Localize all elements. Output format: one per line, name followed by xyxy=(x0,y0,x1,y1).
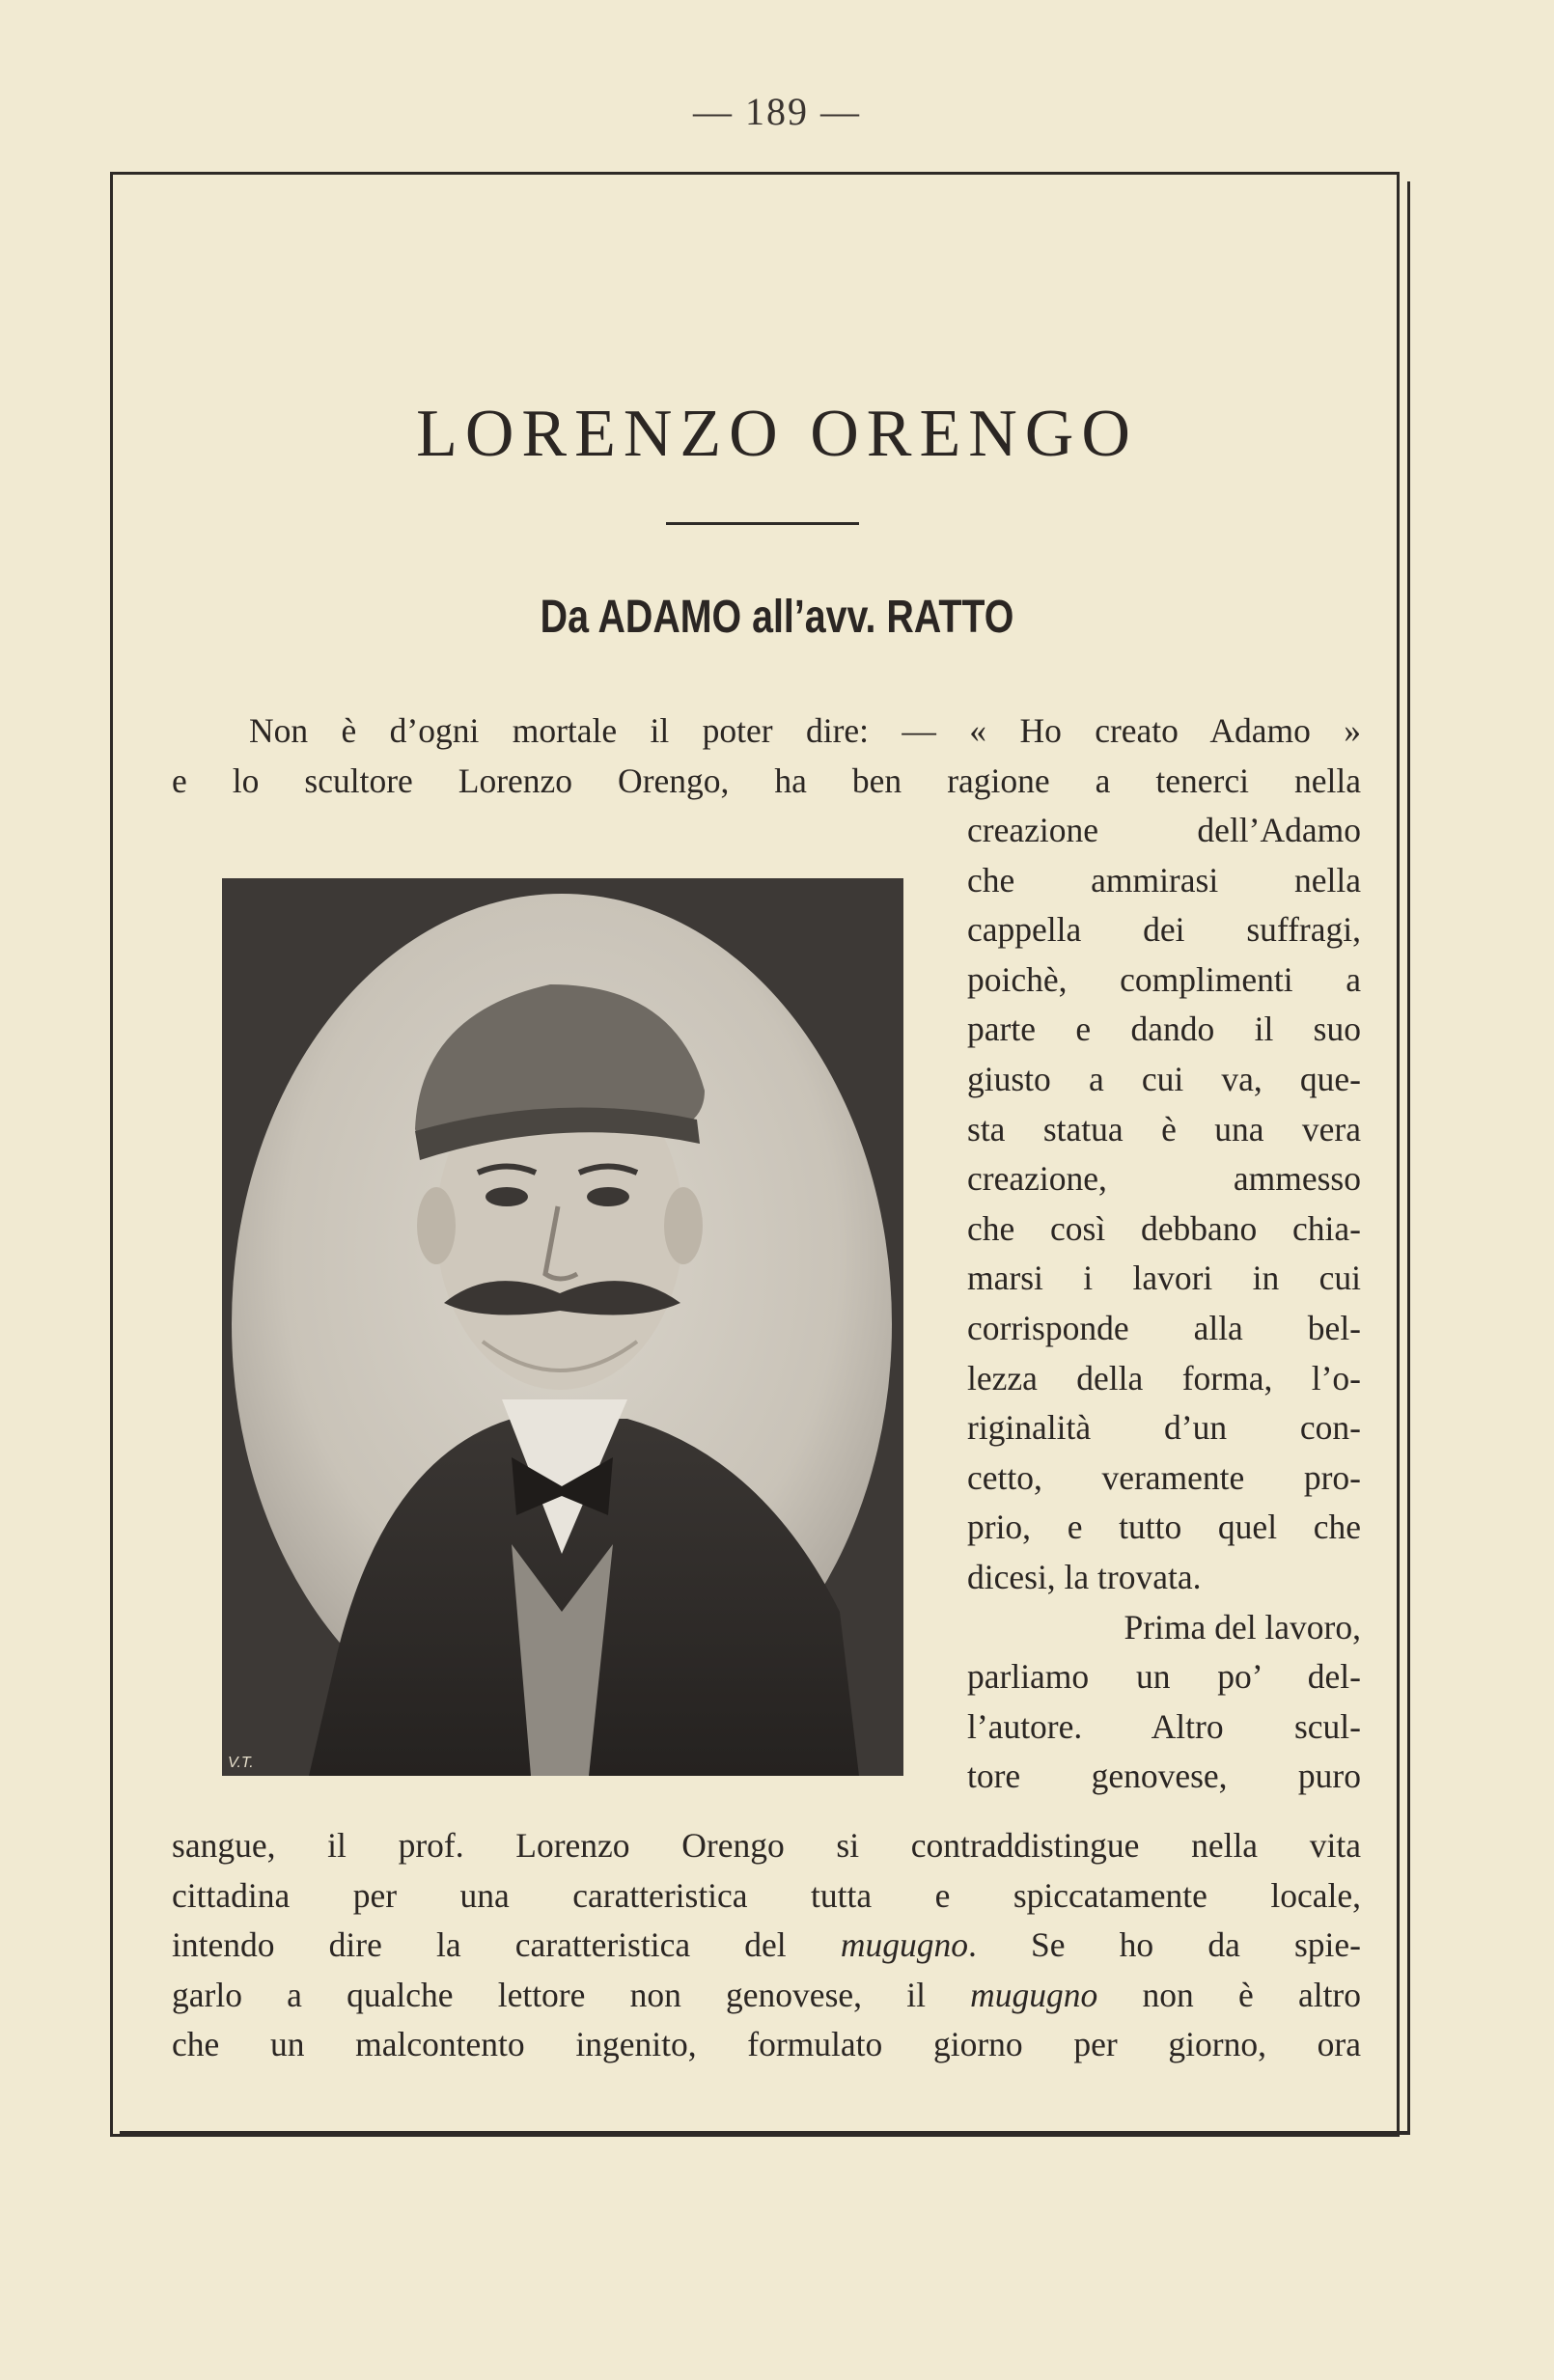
text-line: tore genovese, puro xyxy=(967,1757,1361,1796)
text-line: marsi i lavori in cui xyxy=(967,1259,1361,1298)
article-subtitle: Da ADAMO all’avv. RATTO xyxy=(540,592,1014,643)
portrait-photo xyxy=(222,878,903,1776)
text-line: che un malcontento ingenito, formulato giorno per giorno, ora xyxy=(172,2025,1361,2064)
italic-term: mugugno xyxy=(840,1925,968,1965)
page-number: — 189 — xyxy=(693,90,861,133)
text-fragment: intendo dire la caratteristica del xyxy=(172,1925,841,1965)
paragraph-top xyxy=(172,706,1361,806)
text-line: cittadina per una caratteristica tutta e spiccatamente locale, xyxy=(172,1875,1361,1915)
text-line: che così debbano chia- xyxy=(967,1208,1361,1248)
text-line: l’autore. Altro scul- xyxy=(967,1706,1361,1746)
paragraph-bottom xyxy=(172,1821,1361,2070)
text-line: parliamo un po’ del- xyxy=(967,1657,1361,1697)
text-line xyxy=(172,1921,1361,1971)
text-line: riginalità d’un con- xyxy=(967,1408,1361,1448)
column-text xyxy=(967,806,1361,1802)
text-fragment: garlo a qualche lettore non genovese, il xyxy=(172,1975,971,2014)
text-line: prio, e tutto quel che xyxy=(967,1508,1361,1547)
text-fragment: non è altro xyxy=(1097,1975,1362,2014)
text-line: che ammirasi nella xyxy=(967,860,1361,899)
text-line: creazione dell’Adamo xyxy=(967,811,1361,849)
text-line: sta statua è una vera xyxy=(967,1109,1361,1148)
text-line xyxy=(172,1971,1361,2021)
text-line: dicesi, la trovata. xyxy=(967,1557,1202,1596)
text-line: lezza della forma, l’o- xyxy=(967,1358,1361,1398)
text-line: creazione, ammesso xyxy=(967,1159,1361,1199)
text-line: e lo scultore Lorenzo Orengo, ha ben ragione a tenerci nella xyxy=(172,761,1361,800)
frame-shadow-right xyxy=(1407,181,1410,2135)
text-line: cetto, veramente pro- xyxy=(967,1457,1361,1497)
text-line: parte e dando il suo xyxy=(967,1010,1361,1049)
text-fragment: . Se ho da spie- xyxy=(967,1925,1362,1965)
text-line: corrisponde alla bel- xyxy=(967,1308,1361,1347)
portrait-signature: V.T. xyxy=(228,1755,254,1771)
text-line: Non è d’ogni mortale il poter dire: — « Ho creato Adamo » xyxy=(249,711,1361,750)
text-line: poichè, complimenti a xyxy=(967,959,1361,999)
italic-term: mugugno xyxy=(970,1975,1098,2014)
text-line: Prima del lavoro, xyxy=(1124,1607,1361,1647)
frame-shadow-bottom xyxy=(120,2131,1409,2135)
text-line: giusto a cui va, que- xyxy=(967,1059,1361,1098)
text-line: cappella dei suffragi, xyxy=(967,910,1361,950)
article-title: LORENZO ORENGO xyxy=(416,397,1138,471)
title-divider xyxy=(666,522,859,525)
text-line: sangue, il prof. Lorenzo Orengo si contraddistingue nella vita xyxy=(172,1826,1361,1865)
